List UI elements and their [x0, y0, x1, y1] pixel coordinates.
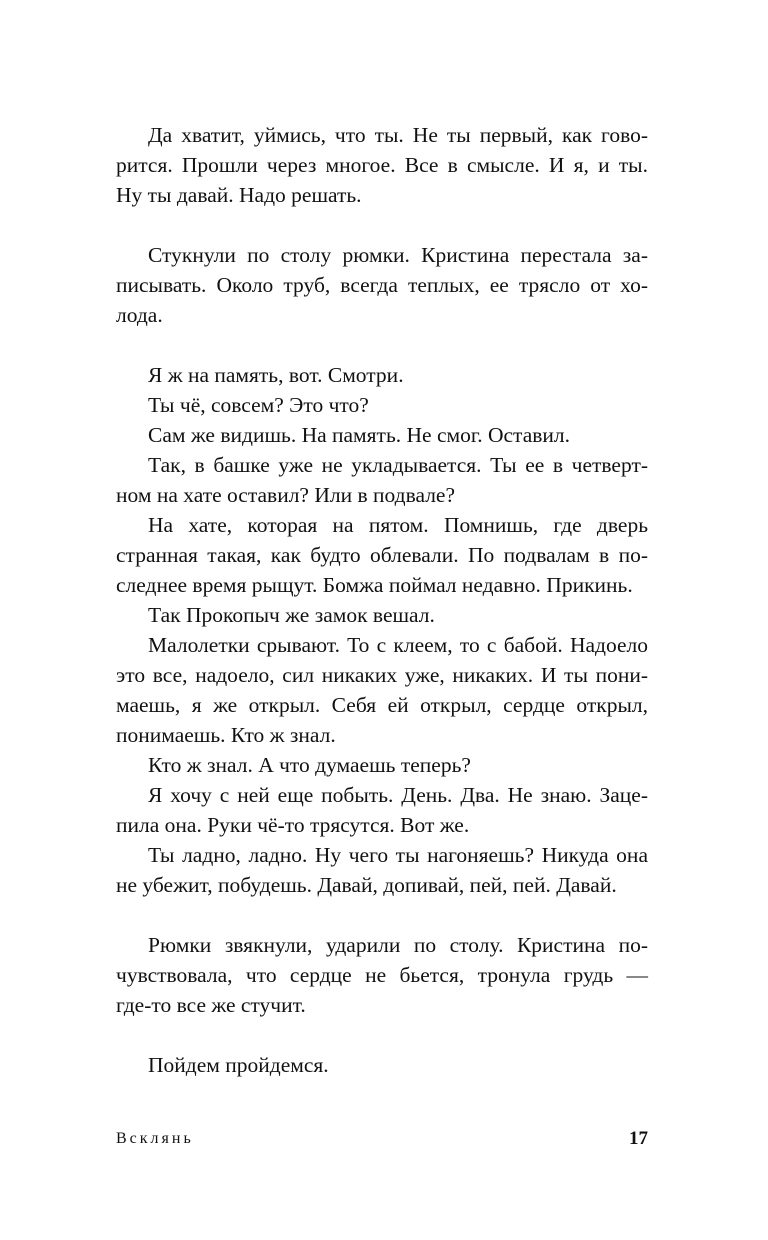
text-line: где-то все же стучит.: [116, 993, 306, 1017]
paragraph: [116, 450, 648, 510]
text-line: На хате, которая на пятом. Помнишь, где дверь: [148, 513, 648, 537]
paragraph: [116, 630, 648, 750]
text-line: Я хочу с ней еще побыть. День. Два. Не знаю. Заце-: [148, 783, 648, 807]
text-line: рится. Прошли через многое. Все в смысле. И я, и ты.: [116, 153, 648, 177]
text-line: Ты ладно, ладно. Ну чего ты нагоняешь? Никуда она: [148, 843, 648, 867]
text-line: Малолетки срывают. То с клеем, то с бабой. Надоело: [148, 633, 648, 657]
text-line: понимаешь. Кто ж знал.: [116, 723, 336, 747]
text-line: Рюмки звякнули, ударили по столу. Кристина по-: [148, 933, 648, 957]
text-line: чувствовала, что сердце не бьется, тронула грудь —: [116, 963, 648, 987]
page-footer: [116, 1124, 648, 1154]
page-number: 17: [629, 1128, 648, 1149]
text-line: Я ж на память, вот. Смотри.: [148, 363, 404, 387]
text-line: это все, надоело, сил никаких уже, никаких. И ты пони-: [116, 663, 648, 687]
text-line: маешь, я же открыл. Себя ей открыл, сердце открыл,: [116, 693, 648, 717]
paragraph: [116, 1050, 648, 1080]
text-line: Да хватит, уймись, что ты. Не ты первый, как гово-: [148, 123, 648, 147]
paragraph: [116, 600, 648, 630]
paragraph-gap: [116, 1020, 648, 1050]
text-line: следнее время рыщут. Бомжа поймал недавно. Прикинь.: [116, 573, 633, 597]
text-line: не убежит, побудешь. Давай, допивай, пей, пей. Давай.: [116, 873, 617, 897]
running-title: Всклянь: [116, 1130, 194, 1147]
text-line: писывать. Около труб, всегда теплых, ее трясло от хо-: [116, 273, 648, 297]
text-line: странная такая, как будто облевали. По подвалам в по-: [116, 543, 648, 567]
text-line: Стукнули по столу рюмки. Кристина перестала за-: [148, 243, 648, 267]
text-line: Ты чё, совсем? Это что?: [148, 393, 369, 417]
text-line: лода.: [116, 303, 163, 327]
text-line: Так, в башке уже не укладывается. Ты ее в четверт-: [148, 453, 648, 477]
paragraph: [116, 390, 648, 420]
text-line: Пойдем пройдемся.: [148, 1053, 329, 1077]
paragraph: [116, 360, 648, 390]
text-line: Сам же видишь. На память. Не смог. Оставил.: [148, 423, 571, 447]
text-line: Так Прокопыч же замок вешал.: [148, 603, 435, 627]
paragraph: [116, 930, 648, 1020]
page-body: [116, 120, 648, 1080]
paragraph-gap: [116, 330, 648, 360]
text-line: ном на хате оставил? Или в подвале?: [116, 483, 456, 507]
paragraph: [116, 750, 648, 780]
paragraph: [116, 420, 648, 450]
paragraph: [116, 840, 648, 900]
text-line: Кто ж знал. А что думаешь теперь?: [148, 753, 471, 777]
paragraph: [116, 510, 648, 600]
paragraph: [116, 240, 648, 330]
text-line: Ну ты давай. Надо решать.: [116, 183, 362, 207]
paragraph-gap: [116, 900, 648, 930]
paragraph: [116, 780, 648, 840]
text-line: пила она. Руки чё-то трясутся. Вот же.: [116, 813, 470, 837]
paragraph-gap: [116, 210, 648, 240]
paragraph: [116, 120, 648, 210]
